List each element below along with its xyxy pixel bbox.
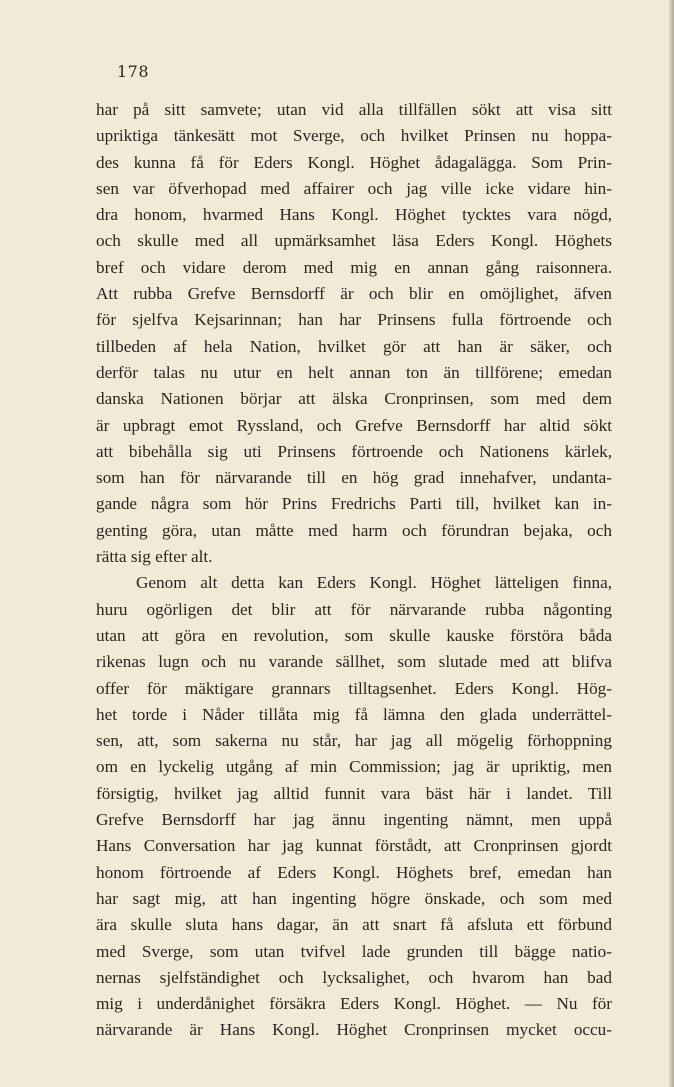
- text-line: huru ogörligen det blir att för närvarande rubba någonting: [96, 599, 612, 619]
- text-line: Att rubba Grefve Bernsdorff är och blir en omöjlighet, äfven: [96, 284, 612, 304]
- text-line: Grefve Bernsdorff har jag ännu ingenting nämnt, men uppå: [96, 810, 612, 830]
- text-line: tillbeden af hela Nation, hvilket gör att han är säker, och: [96, 336, 612, 356]
- text-line: offer för mäktigare grannars tilltagsenhet. Eders Kongl. Hög-: [96, 678, 612, 698]
- text-line: nernas sjelfständighet och lycksalighet, och hvarom han bad: [96, 967, 612, 987]
- text-line: rikenas lugn och nu varande sällhet, som slutade med att blifva: [96, 652, 612, 672]
- text-line: derför talas nu utur en helt annan ton än tillförene; emedan: [96, 362, 612, 382]
- text-line: för sjelfva Kejsarinnan; han har Prinsens fulla förtroende och: [96, 310, 612, 330]
- text-line: att bibehålla sig uti Prinsens förtroende och Nationens kärlek,: [96, 441, 612, 461]
- text-line: het torde i Nåder tillåta mig få lämna den glada underrättel-: [96, 704, 612, 724]
- text-line: som han för närvarande till en hög grad innehafver, undanta-: [96, 468, 612, 488]
- text-line: bref och vidare derom med mig en annan gång raisonnera.: [96, 257, 612, 277]
- text-line: närvarande är Hans Kongl. Höghet Cronprinsen mycket occu-: [96, 1020, 612, 1040]
- text-line: och skulle med all upmärksamhet läsa Eders Kongl. Höghets: [96, 231, 612, 251]
- text-line: ära skulle sluta hans dagar, än att snart få afsluta ett förbund: [96, 915, 612, 935]
- text-line: sen var öfverhopad med affairer och jag ville icke vidare hin-: [96, 178, 612, 198]
- page-number: 178: [117, 62, 150, 81]
- page-edge-shadow: [668, 0, 674, 1087]
- text-line: om en lyckelig utgång af min Commission; jag är upriktig, men: [96, 757, 612, 777]
- text-line: Genom alt detta kan Eders Kongl. Höghet lätteligen finna,: [136, 573, 612, 593]
- text-line: har sagt mig, att han ingenting högre önskade, och som med: [96, 888, 612, 908]
- text-line: försigtig, hvilket jag alltid funnit vara bäst här i landet. Till: [96, 783, 612, 803]
- text-line: dra honom, hvarmed Hans Kongl. Höghet tycktes vara nögd,: [96, 205, 612, 225]
- text-line: utan att göra en revolution, som skulle kauske förstöra båda: [96, 625, 612, 645]
- text-line: sen, att, som sakerna nu står, har jag all mögelig förhoppning: [96, 731, 612, 751]
- text-line: mig i underdånighet försäkra Eders Kongl. Höghet. — Nu för: [96, 994, 612, 1014]
- text-line: rätta sig efter alt.: [96, 547, 213, 567]
- text-line: har på sitt samvete; utan vid alla tillfällen sökt att visa sitt: [96, 100, 612, 119]
- text-line: med Sverge, som utan tvifvel lade grunden till bägge natio-: [96, 941, 612, 961]
- text-line: genting göra, utan måtte med harm och förundran bejaka, och: [96, 520, 612, 540]
- text-line: Hans Conversation har jag kunnat förstådt, att Cronprinsen gjordt: [96, 836, 612, 856]
- text-line: des kunna få för Eders Kongl. Höghet ådagalägga. Som Prin-: [96, 152, 612, 172]
- text-line: är upbragt emot Ryssland, och Grefve Bernsdorff har altid sökt: [96, 415, 612, 435]
- text-line: honom förtroende af Eders Kongl. Höghets bref, emedan han: [96, 862, 612, 882]
- body-text: [96, 97, 612, 1044]
- text-line: danska Nationen börjar att älska Cronprinsen, som med dem: [96, 389, 612, 409]
- text-line: upriktiga tänkesätt mot Sverge, och hvilket Prinsen nu hoppa-: [96, 126, 612, 146]
- text-line: gande några som hör Prins Fredrichs Parti till, hvilket kan in-: [96, 494, 612, 514]
